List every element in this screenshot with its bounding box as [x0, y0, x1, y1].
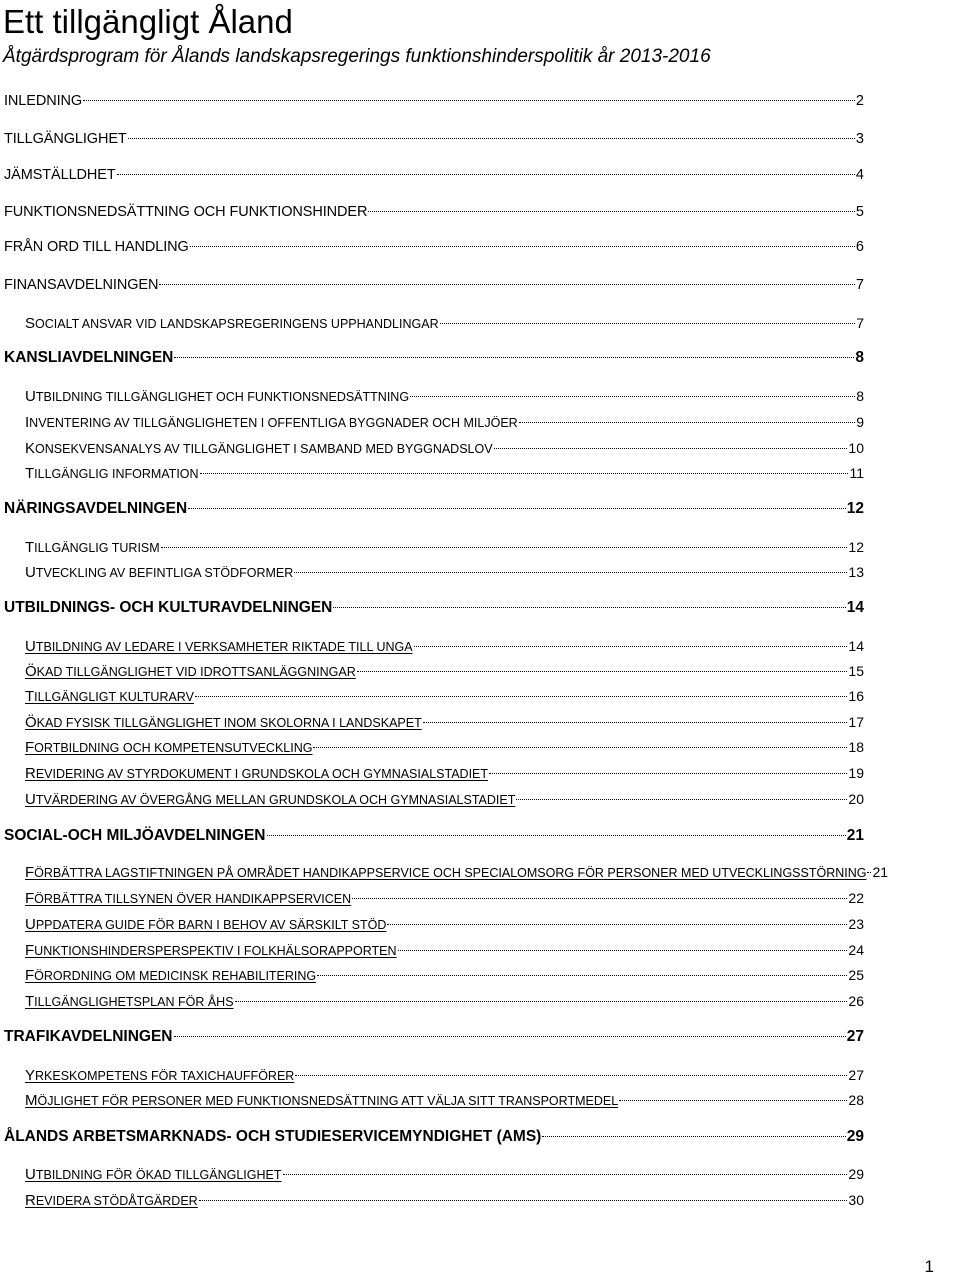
- toc-entry[interactable]: [25, 661, 864, 682]
- toc-entry-label: TILLGÄNGLIGHETSPLAN FÖR ÅHS: [25, 993, 234, 1010]
- toc-entry-page: 28: [848, 1092, 864, 1108]
- toc-entry-page: 16: [848, 688, 864, 704]
- toc-entry[interactable]: [25, 888, 864, 909]
- toc-entry[interactable]: [25, 712, 864, 733]
- toc-entry-label: YRKESKOMPETENS FÖR TAXICHAUFFÖRER: [25, 1067, 295, 1084]
- toc-entry[interactable]: [4, 348, 864, 368]
- toc-entry-label: FUNKTIONSHINDERSPERSPEKTIV I FOLKHÄLSORAPPORTEN: [25, 942, 397, 959]
- toc-entry-label: NÄRINGSAVDELNINGEN: [4, 500, 188, 517]
- toc-entry-page: 18: [848, 739, 864, 755]
- toc-entry[interactable]: [4, 129, 864, 149]
- toc-entry[interactable]: [25, 537, 864, 558]
- toc-entry-page: 11: [849, 465, 864, 481]
- dot-leader: [519, 422, 856, 423]
- toc-entry-page: 2: [855, 93, 864, 109]
- toc-entry[interactable]: [25, 636, 864, 657]
- toc-entry-page: 25: [848, 967, 864, 983]
- toc-entry-page: 27: [848, 1067, 864, 1083]
- toc-entry[interactable]: [25, 562, 864, 583]
- toc-entry-page: 29: [848, 1166, 864, 1182]
- toc-entry-page: 7: [855, 277, 864, 293]
- dot-leader: [516, 799, 847, 800]
- toc-entry-page: 17: [848, 714, 864, 730]
- dot-leader: [161, 547, 848, 548]
- toc-entry-label: TILLGÄNGLIG INFORMATION: [25, 465, 199, 482]
- dot-leader: [357, 671, 848, 672]
- toc-entry-page: 30: [848, 1192, 864, 1208]
- toc-entry[interactable]: [4, 1127, 864, 1147]
- toc-entry-page: 23: [848, 916, 864, 932]
- toc-entry-page: 27: [846, 1028, 864, 1045]
- toc-entry[interactable]: [25, 1090, 864, 1111]
- dot-leader: [317, 975, 847, 976]
- dot-leader: [410, 396, 855, 397]
- document-subtitle: Åtgärdsprogram för Ålands landskapsregerings funktionshinderspolitik år 2013-2016: [3, 46, 711, 67]
- toc-entry-page: 14: [846, 599, 864, 616]
- toc-entry[interactable]: [4, 598, 864, 618]
- toc-entry-page: 21: [846, 827, 864, 844]
- dot-leader: [542, 1136, 845, 1137]
- toc-entry[interactable]: [25, 965, 864, 986]
- toc-entry-label: TILLGÄNGLIG TURISM: [25, 539, 160, 556]
- toc-entry-label: REVIDERING AV STYRDOKUMENT I GRUNDSKOLA OCH GYMNASIALSTADIET: [25, 765, 489, 782]
- dot-leader: [294, 572, 847, 573]
- toc-entry-page: 7: [856, 315, 864, 331]
- dot-leader: [128, 138, 855, 139]
- dot-leader: [489, 773, 847, 774]
- dot-leader: [83, 100, 855, 101]
- toc-entry[interactable]: [4, 237, 864, 257]
- toc-entry-label: ÅLANDS ARBETSMARKNADS- OCH STUDIESERVICEMYNDIGHET (AMS): [4, 1128, 542, 1145]
- toc-entry-label: UTVECKLING AV BEFINTLIGA STÖDFORMER: [25, 564, 294, 581]
- toc-entry-label: FÖRBÄTTRA LAGSTIFTNINGEN PÅ OMRÅDET HANDIKAPPSERVICE OCH SPECIALOMSORG FÖR PERSONER MED UTVECKLINGSSTÖRNING: [25, 864, 867, 881]
- dot-leader: [195, 696, 847, 697]
- toc-entry[interactable]: [4, 165, 864, 185]
- toc-entry-page: 19: [848, 765, 864, 781]
- toc-entry[interactable]: [25, 789, 864, 810]
- dot-leader: [174, 1036, 846, 1037]
- toc-entry-page: 12: [846, 500, 864, 517]
- toc-entry[interactable]: [25, 914, 864, 935]
- toc-entry[interactable]: [4, 499, 864, 519]
- toc-entry-page: 24: [848, 942, 864, 958]
- dot-leader: [267, 835, 846, 836]
- dot-leader: [159, 284, 855, 285]
- toc-entry-label: REVIDERA STÖDÅTGÄRDER: [25, 1192, 198, 1209]
- toc-entry-label: UTBILDNING FÖR ÖKAD TILLGÄNGLIGHET: [25, 1166, 282, 1183]
- toc-entry-page: 4: [855, 167, 864, 183]
- toc-entry-label: UTBILDNING TILLGÄNGLIGHET OCH FUNKTIONSNEDSÄTTNING: [25, 388, 410, 405]
- dot-leader: [619, 1100, 847, 1101]
- toc-entry-label: SOCIAL-OCH MILJÖAVDELNINGEN: [4, 827, 266, 844]
- toc-entry[interactable]: [4, 91, 864, 111]
- dot-leader: [867, 872, 871, 873]
- dot-leader: [235, 1001, 848, 1002]
- toc-entry-page: 9: [856, 414, 864, 430]
- toc-entry-page: 20: [848, 791, 864, 807]
- dot-leader: [200, 473, 849, 474]
- toc-entry-label: ÖKAD FYSISK TILLGÄNGLIGHET INOM SKOLORNA I LANDSKAPET: [25, 714, 422, 731]
- toc-entry[interactable]: [4, 826, 864, 846]
- toc-entry[interactable]: [25, 463, 864, 484]
- toc-entry[interactable]: [25, 1190, 864, 1211]
- toc-entry-label: FINANSAVDELNINGEN: [4, 277, 159, 293]
- dot-leader: [174, 357, 854, 358]
- toc-entry[interactable]: [25, 313, 864, 334]
- dot-leader: [352, 898, 847, 899]
- toc-entry-label: FUNKTIONSNEDSÄTTNING OCH FUNKTIONSHINDER: [4, 204, 368, 220]
- toc-entry-label: TRAFIKAVDELNINGEN: [4, 1028, 173, 1045]
- toc-entry[interactable]: [25, 1065, 864, 1086]
- toc-entry-page: 15: [848, 663, 864, 679]
- toc-entry-page: 14: [848, 638, 864, 654]
- toc-entry-page: 12: [848, 539, 864, 555]
- toc-entry-label: SOCIALT ANSVAR VID LANDSKAPSREGERINGENS UPPHANDLINGAR: [25, 315, 439, 332]
- toc-entry-label: UTBILDNINGS- OCH KULTURAVDELNINGEN: [4, 599, 333, 616]
- toc-entry-label: INVENTERING AV TILLGÄNGLIGHETEN I OFFENTLIGA BYGGNADER OCH MILJÖER: [25, 414, 518, 431]
- dot-leader: [117, 174, 855, 175]
- toc-entry-label: ÖKAD TILLGÄNGLIGHET VID IDROTTSANLÄGGNINGAR: [25, 663, 356, 680]
- toc-entry-page: 21: [872, 864, 889, 880]
- toc-entry[interactable]: [25, 386, 864, 407]
- toc-entry[interactable]: [4, 1027, 864, 1047]
- toc-entry-label: FORTBILDNING OCH KOMPETENSUTVECKLING: [25, 739, 313, 756]
- toc-entry-page: 22: [848, 890, 864, 906]
- toc-entry-label: MÖJLIGHET FÖR PERSONER MED FUNKTIONSNEDSÄTTNING ATT VÄLJA SITT TRANSPORTMEDEL: [25, 1092, 619, 1109]
- toc-entry-label: FÖRBÄTTRA TILLSYNEN ÖVER HANDIKAPPSERVICEN: [25, 890, 352, 907]
- toc-entry[interactable]: [25, 1164, 864, 1185]
- dot-leader: [494, 448, 848, 449]
- toc-entry[interactable]: [25, 412, 864, 433]
- toc-entry-label: UTVÄRDERING AV ÖVERGÅNG MELLAN GRUNDSKOLA OCH GYMNASIALSTADIET: [25, 791, 516, 808]
- toc-entry-label: FÖRORDNING OM MEDICINSK REHABILITERING: [25, 967, 317, 984]
- dot-leader: [368, 211, 855, 212]
- page-number: 1: [924, 1257, 934, 1276]
- toc-entry-page: 8: [856, 388, 864, 404]
- dot-leader: [199, 1200, 848, 1201]
- dot-leader: [295, 1075, 847, 1076]
- toc-entry-page: 3: [855, 131, 864, 147]
- toc-entry-page: 29: [846, 1128, 864, 1145]
- toc-entry-page: 10: [848, 440, 864, 456]
- toc-entry-page: 8: [855, 349, 864, 366]
- dot-leader: [333, 607, 845, 608]
- dot-leader: [190, 246, 855, 247]
- toc-entry[interactable]: [25, 991, 864, 1012]
- dot-leader: [313, 747, 847, 748]
- dot-leader: [283, 1174, 848, 1175]
- toc-entry-label: KONSEKVENSANALYS AV TILLGÄNGLIGHET I SAMBAND MED BYGGNADSLOV: [25, 440, 493, 457]
- dot-leader: [188, 508, 846, 509]
- toc-entry[interactable]: [4, 275, 864, 295]
- toc-entry[interactable]: [25, 862, 889, 883]
- toc-entry-label: UPPDATERA GUIDE FÖR BARN I BEHOV AV SÄRSKILT STÖD: [25, 916, 387, 933]
- dot-leader: [387, 924, 847, 925]
- toc-entry-page: 26: [848, 993, 864, 1009]
- dot-leader: [423, 722, 848, 723]
- toc-entry-page: 13: [848, 564, 864, 580]
- toc-entry[interactable]: [25, 763, 864, 784]
- toc-entry-label: UTBILDNING AV LEDARE I VERKSAMHETER RIKTADE TILL UNGA: [25, 638, 413, 655]
- toc-entry[interactable]: [25, 737, 864, 758]
- toc-entry-label: KANSLIAVDELNINGEN: [4, 349, 174, 366]
- toc-entry[interactable]: [25, 438, 864, 459]
- toc-entry[interactable]: [25, 686, 864, 707]
- toc-entry-label: INLEDNING: [4, 93, 83, 109]
- toc-entry-page: 5: [855, 204, 864, 220]
- toc-entry-page: 6: [855, 239, 864, 255]
- toc-entry-label: TILLGÄNGLIGHET: [4, 131, 127, 147]
- dot-leader: [398, 950, 848, 951]
- dot-leader: [414, 646, 848, 647]
- toc-entry[interactable]: [25, 940, 864, 961]
- toc-entry-label: JÄMSTÄLLDHET: [4, 167, 116, 183]
- toc-entry-label: FRÅN ORD TILL HANDLING: [4, 239, 189, 255]
- dot-leader: [440, 323, 856, 324]
- document-title: Ett tillgängligt Åland: [3, 3, 293, 40]
- toc-entry-label: TILLGÄNGLIGT KULTURARV: [25, 688, 194, 705]
- toc-entry[interactable]: [4, 202, 864, 222]
